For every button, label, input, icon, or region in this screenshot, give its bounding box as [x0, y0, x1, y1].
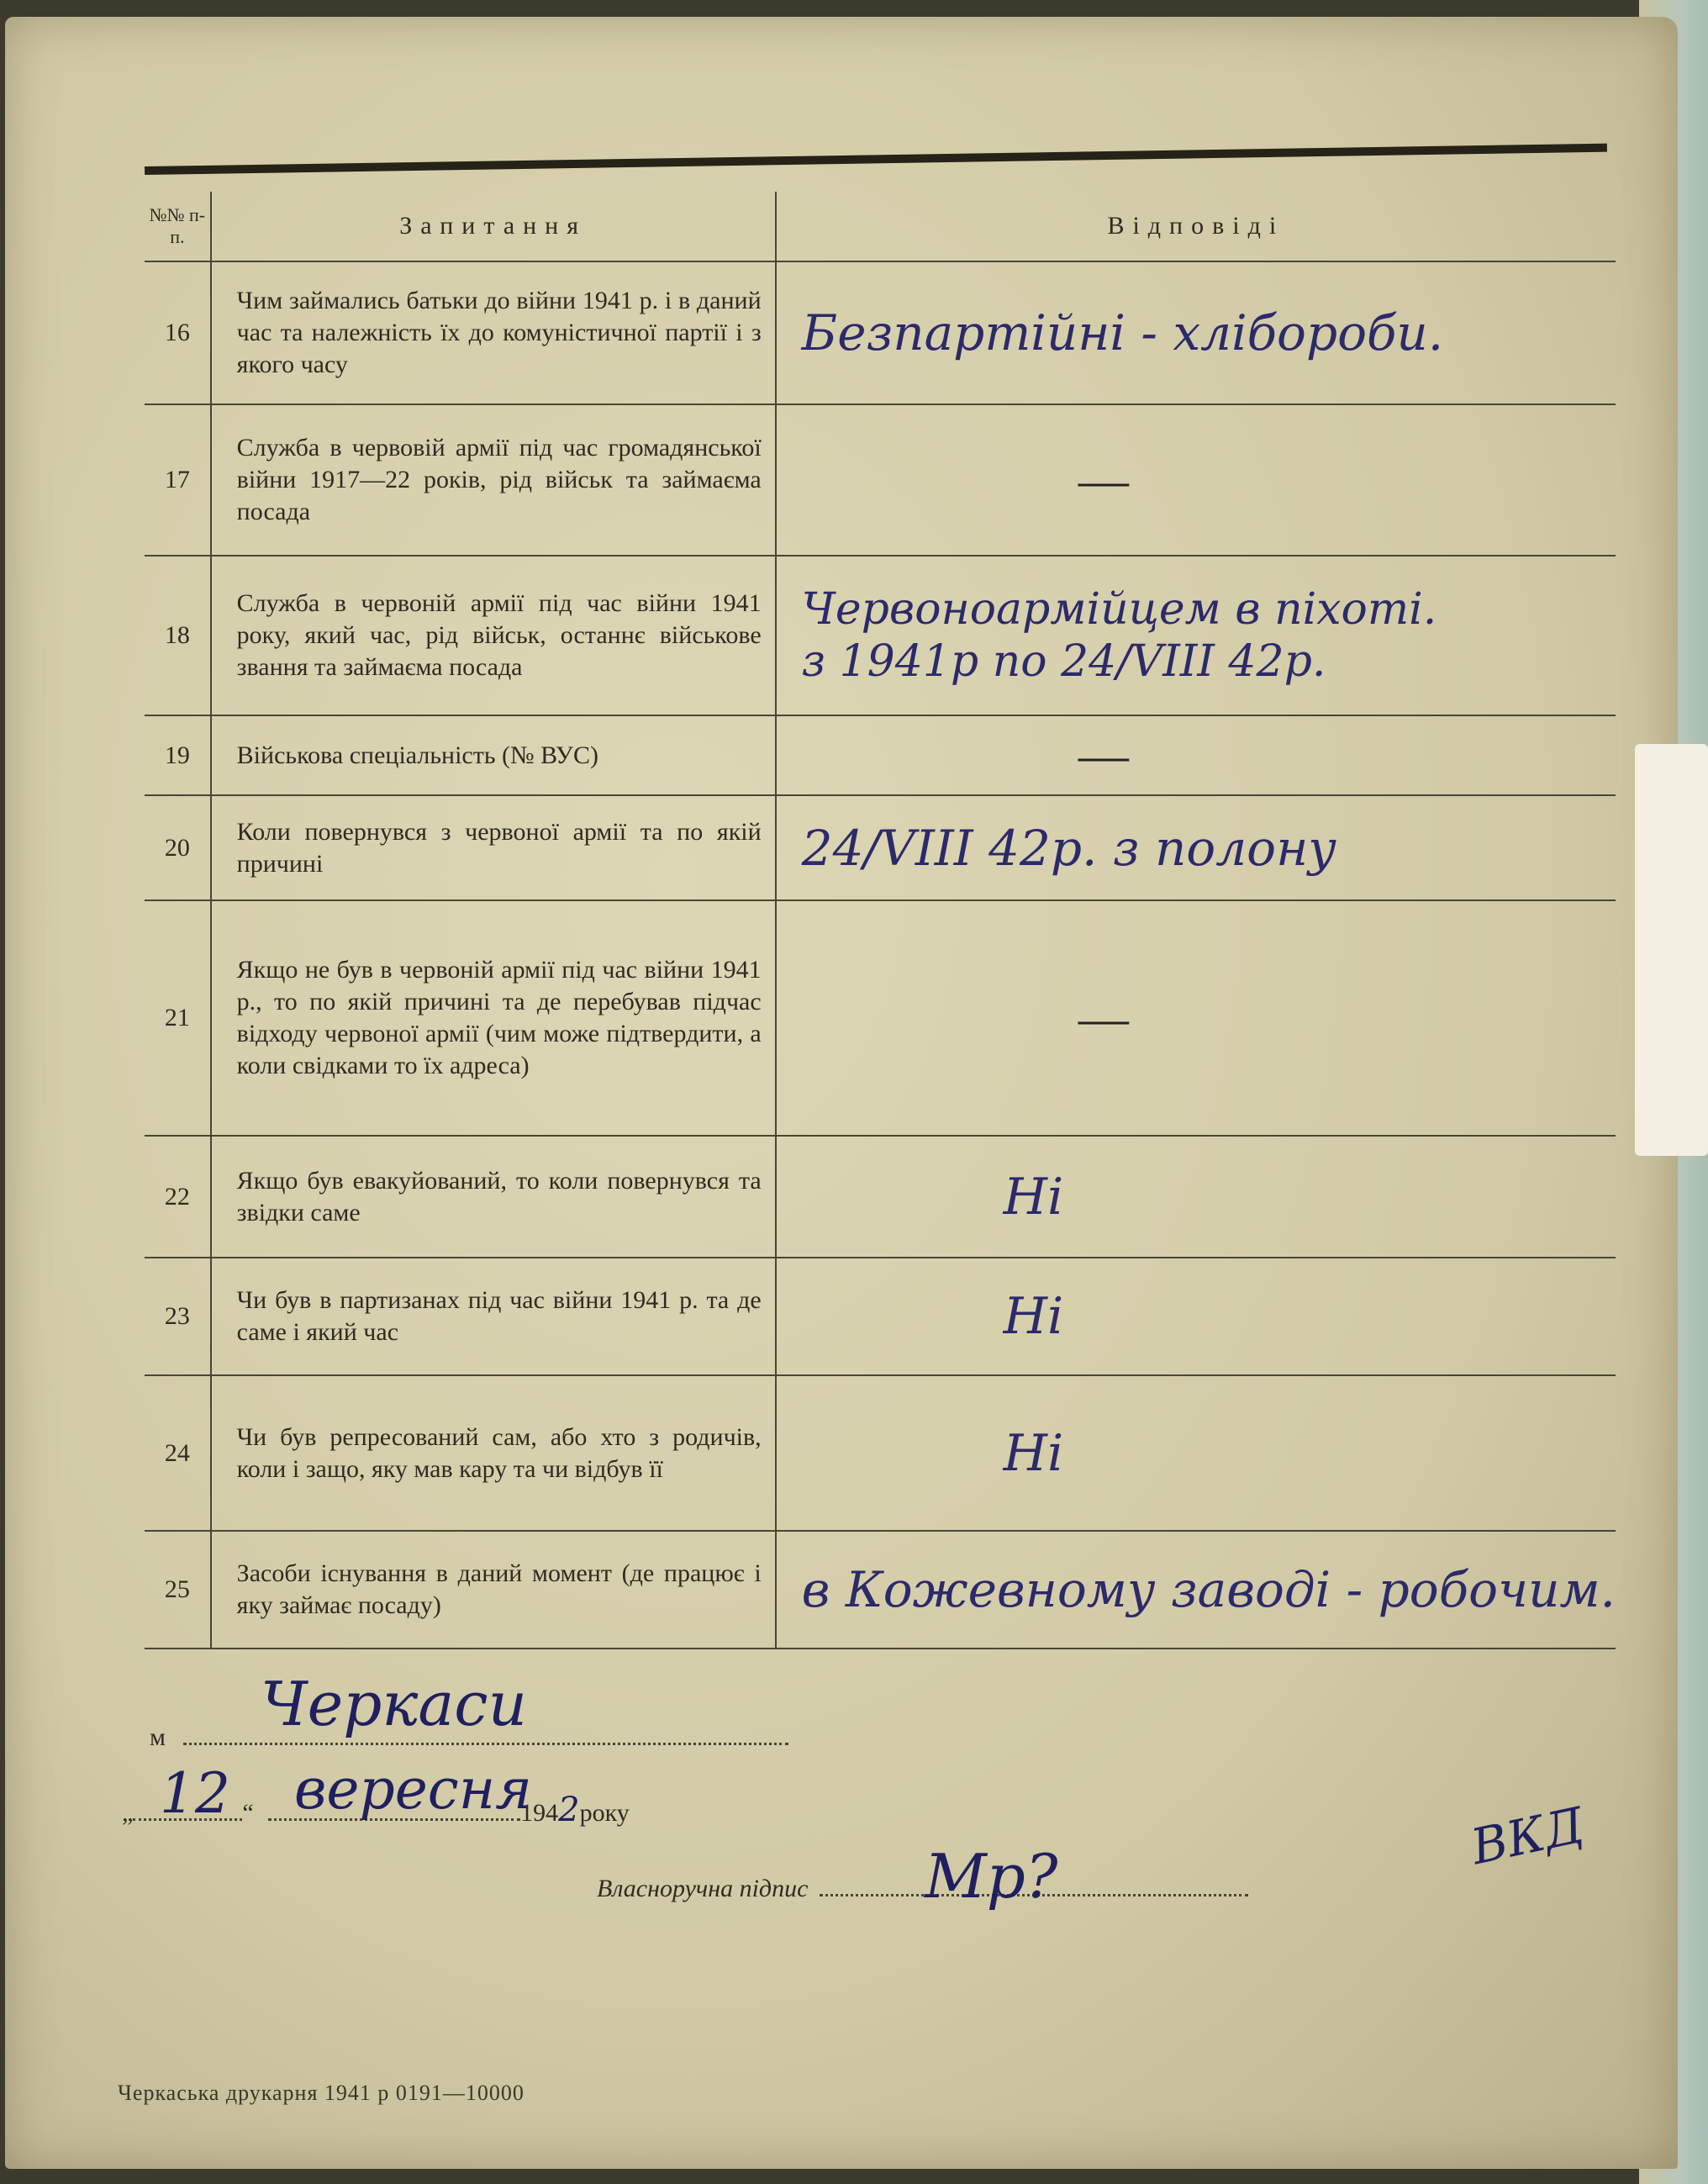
signature-handwritten: Мр? — [925, 1841, 1058, 1912]
printer-imprint: Черкаська друкарня 1941 р 0191—10000 — [118, 2081, 525, 2105]
row-question: Служба в червоній армії під час війни 1941 року, який час, рід військ, останнє військове звання та займаєма посада — [236, 589, 762, 681]
row-number: 20 — [145, 795, 211, 900]
table-row — [145, 1531, 1616, 1649]
row-answer: 24/VIII 42р. з полону — [801, 819, 1336, 877]
table-row — [145, 795, 1616, 900]
table-row — [145, 404, 1616, 556]
date-line: „ “ 1942року — [122, 1791, 630, 1829]
paper-tab — [1635, 744, 1708, 1156]
row-question: Коли повернувся з червоної армії та по якій причині — [236, 817, 762, 878]
row-number: 25 — [145, 1531, 211, 1649]
initials-handwritten: ВКД — [1466, 1796, 1589, 1876]
day-handwritten: 12 — [160, 1761, 230, 1826]
row-answer: — — [1078, 451, 1129, 508]
table-row — [145, 1258, 1616, 1375]
row-number: 18 — [145, 556, 211, 715]
table-row — [145, 1375, 1616, 1531]
row-question: Засоби існування в даний момент (де працює і яку займає посаду) — [236, 1559, 762, 1619]
row-answer: Ні — [1003, 1423, 1064, 1483]
row-answer: Ні — [1003, 1287, 1064, 1346]
answers-header: Відповіді — [776, 192, 1616, 261]
table-row — [145, 900, 1616, 1136]
row-answer-line2: з 1941р по 24/VIII 42р. — [801, 636, 1326, 687]
row-answer: в Кожевному заводі - робочим. — [801, 1561, 1616, 1618]
row-number: 16 — [145, 261, 211, 404]
row-answer: Червоноармійцем в піхоті. — [801, 584, 1437, 635]
row-number: 24 — [145, 1375, 211, 1531]
year-suffix: року — [579, 1799, 630, 1827]
row-number: 21 — [145, 900, 211, 1136]
table-row — [145, 1136, 1616, 1258]
city-prefix: м — [150, 1723, 166, 1751]
row-number: 19 — [145, 715, 211, 795]
row-question: Військова спеціальність (№ ВУС) — [236, 741, 598, 769]
row-question: Якщо не був в червоній армії під час війни 1941 р., то по якій причині та де перебував підчас відходу червоної армії (чим може підтвердити, а коли свідками то їх адреса) — [236, 956, 762, 1079]
row-number: 22 — [145, 1136, 211, 1258]
table-row — [145, 715, 1616, 795]
month-handwritten: вересня — [294, 1757, 532, 1822]
row-question: Якщо був евакуйований, то коли повернувся та звідки саме — [236, 1166, 762, 1227]
year-digit: 2 — [558, 1791, 580, 1829]
row-answer: — — [1078, 727, 1129, 783]
row-number: 17 — [145, 404, 211, 556]
table-row — [145, 556, 1616, 715]
row-number: 23 — [145, 1258, 211, 1375]
row-answer: — — [1078, 989, 1129, 1046]
row-answer: Безпартійні - хлібороби. — [801, 304, 1444, 361]
row-question: Чи був репресований сам, або хто з родичів, коли і защо, яку мав кару та чи відбув її — [236, 1422, 762, 1483]
signature-label: Власноручна підпис — [597, 1875, 809, 1902]
questions-header: Запитання — [211, 192, 776, 261]
row-answer: Ні — [1003, 1167, 1064, 1227]
questionnaire-table — [145, 192, 1616, 1649]
city-handwritten: Черкаси — [261, 1669, 527, 1739]
year-prefix: 194 — [520, 1799, 559, 1827]
row-question: Чи був в партизанах під час війни 1941 р. та де саме і який час — [236, 1286, 762, 1346]
row-question: Служба в червовій армії під час громадянської війни 1917—22 років, рід військ та займаєма посада — [236, 434, 762, 525]
table-row — [145, 261, 1616, 404]
signature-line — [597, 1875, 1248, 1903]
table-header — [145, 192, 1616, 261]
row-question: Чим займались батьки до війни 1941 р. і в даний час та належність їх до комуністичної партії і з якого часу — [236, 287, 762, 378]
num-header: №№ п-п. — [145, 192, 211, 261]
